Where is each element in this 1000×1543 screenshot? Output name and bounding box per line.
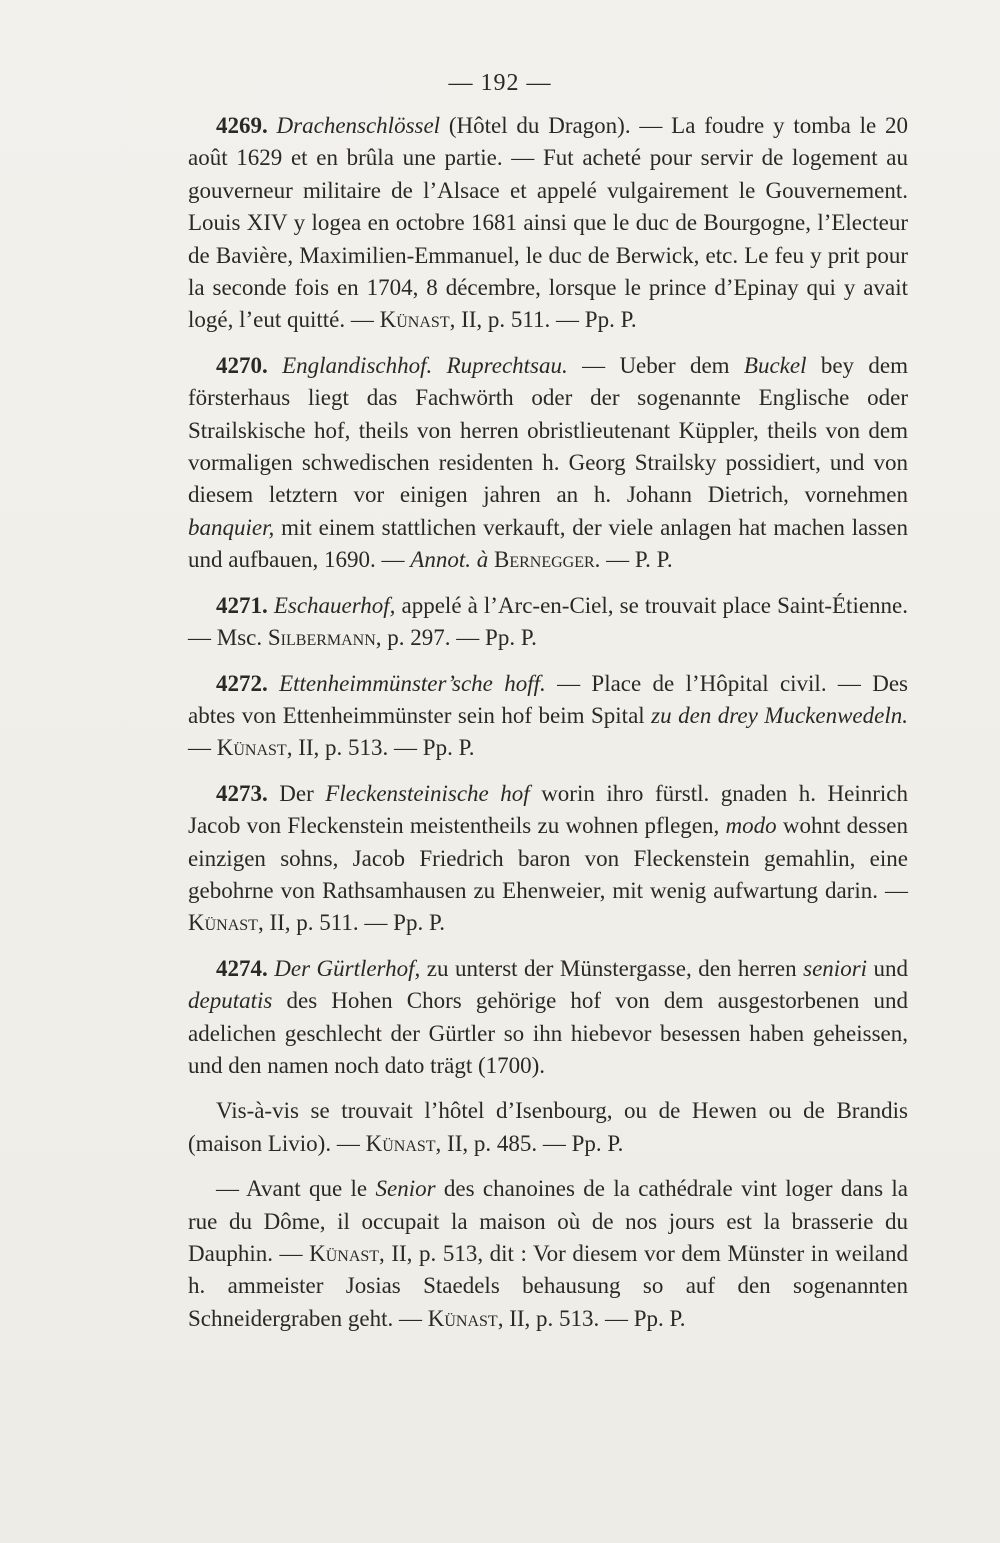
entry-text: — Place de l’Hôpital civil. — Des abtes von Ettenheimmünster sein hof beim Spital: [188, 670, 909, 728]
entry-text: , II, p. 513. — Pp. P.: [286, 735, 475, 761]
entry-italic: banquier,: [188, 514, 275, 540]
entry-title: Der Gürtlerhof,: [274, 955, 421, 981]
entry-italic: Senior: [375, 1176, 436, 1202]
entry-text: des Hohen Chors gehörige hof von dem ausgestorbenen und adelichen geschlecht der Gürtler so ihn hiebevor besessen haben geheissen, und den namen noch dato trägt (1700).: [188, 988, 908, 1078]
entry-text: Vis-à-vis se trouvait l’hôtel d’Isenbourg, ou de Hewen ou de Brandis (maison Livio). —: [188, 1098, 908, 1156]
entry-4271: [188, 590, 908, 655]
author-name: Künast: [365, 1130, 436, 1156]
entry-number: 4270.: [216, 352, 268, 378]
entry-title: Englandischhof. Ruprechtsau.: [282, 352, 568, 378]
entry-text: , II, p. 513, dit : Vor diesem vor dem Münster in weiland h. ammeister Josias Staedels behausung so auf den sogenannten Schneidergraben geht. —: [188, 1241, 908, 1331]
author-name: Bernegger: [494, 547, 595, 573]
author-name: Künast: [188, 910, 258, 936]
entry-italic: Buckel: [743, 352, 807, 378]
entry-text: , p. 297. — Pp. P.: [375, 625, 537, 651]
entry-text: Der: [267, 780, 326, 806]
entry-italic: zu den drey Muckenwedeln.: [651, 702, 908, 728]
entry-4272: [188, 668, 908, 765]
entry-text: bey dem försterhaus liegt das Fachwörth oder der sogenannte Englische oder Strailskische hof, theils von herren obristlieutenant Küppler, theils von dem vormaligen schwedischen residenten h. Georg Strailsky possidiert, und von diesem letztern vor einigen jahren an h. Johann Dietrich, vornehmen: [188, 352, 908, 508]
entry-title: Fleckensteinische hof: [325, 780, 530, 806]
entry-text: — Avant que le: [216, 1176, 376, 1202]
author-name: Künast: [309, 1241, 380, 1266]
entry-text: , II, p. 511. — Pp. P.: [257, 910, 445, 936]
entry-text: . — P. P.: [594, 547, 673, 573]
entry-title: Drachenschlössel: [276, 113, 441, 138]
entry-italic: seniori: [803, 955, 868, 981]
entry-text: und: [867, 955, 909, 981]
author-name: Künast: [427, 1305, 498, 1331]
entry-text: worin ihro fürstl. gnaden h. Heinrich Jacob von Fleckenstein meistentheils zu wohnen pflegen,: [188, 780, 908, 839]
entry-text: , II, p. 485. — Pp. P.: [435, 1130, 624, 1156]
text-block: [188, 110, 908, 1335]
entry-text: mit einem stattlichen verkauft, der viele anlagen hat machen lassen und aufbauen, 1690. —: [188, 514, 908, 573]
entry-number: 4271.: [216, 592, 268, 618]
entry-4270: [188, 350, 908, 577]
entry-italic: Annot. à: [410, 547, 489, 573]
paragraph-senior: [188, 1173, 908, 1335]
entry-4273: [188, 778, 908, 940]
entry-number: 4269.: [216, 113, 268, 138]
entry-text: wohnt dessen einzigen sohns, Jacob Friedrich baron von Fleckenstein gemahlin, eine gebohrne von Rathsamhausen zu Ehenweier, mit wenig aufwartung darin. —: [188, 813, 908, 903]
entry-title: Eschauerhof,: [273, 592, 396, 618]
entry-number: 4272.: [216, 670, 268, 696]
entry-text: —: [188, 735, 217, 761]
entry-text: , II, p. 513. — Pp. P.: [497, 1305, 686, 1331]
paragraph-isenbourg: [188, 1095, 908, 1160]
entry-text: zu unterst der Münstergasse, den herren: [420, 955, 804, 981]
entry-text: (Hôtel du Dragon). — La foudre y tomba le 20 août 1629 et en brûla une partie. — Fut acheté pour servir de logement au gouverneur militaire de l’Alsace et appelé vulgairement le Gouvernement. Louis XIV y logea en octobre 1681 ainsi que le duc de Bourgogne, l’Electeur de Bavière, Maximilien-Emmanuel, le duc de Berwick, etc. Le feu y prit pour la seconde fois en 1704, 8 décembre, lorsque le prince d’Epinay qui y avait logé, l’eut quitté. —: [188, 113, 908, 333]
author-name: Künast: [379, 307, 450, 333]
entry-4274: [188, 953, 908, 1083]
entry-title: Ettenheimmünster’sche hoff.: [279, 670, 546, 696]
entry-text: appelé à l’Arc-en-Ciel, se trouvait place Saint-Étienne. — Msc.: [188, 592, 909, 651]
entry-text: , II, p. 511. — Pp. P.: [449, 307, 637, 333]
author-name: Silbermann: [267, 625, 376, 651]
entry-number: 4273.: [216, 780, 268, 806]
author-name: Künast: [216, 735, 287, 761]
page-number: — 192 —: [448, 70, 552, 96]
entry-italic: deputatis: [188, 988, 273, 1014]
entry-number: 4274.: [216, 955, 268, 981]
entry-text: — Ueber dem: [567, 352, 744, 378]
entry-italic: modo: [725, 813, 777, 839]
entry-4269: [188, 110, 908, 337]
entry-text: des chanoines de la cathédrale vint loger dans la rue du Dôme, il occupait la maison où de nos jours est la brasserie du Dauphin. —: [188, 1176, 908, 1266]
